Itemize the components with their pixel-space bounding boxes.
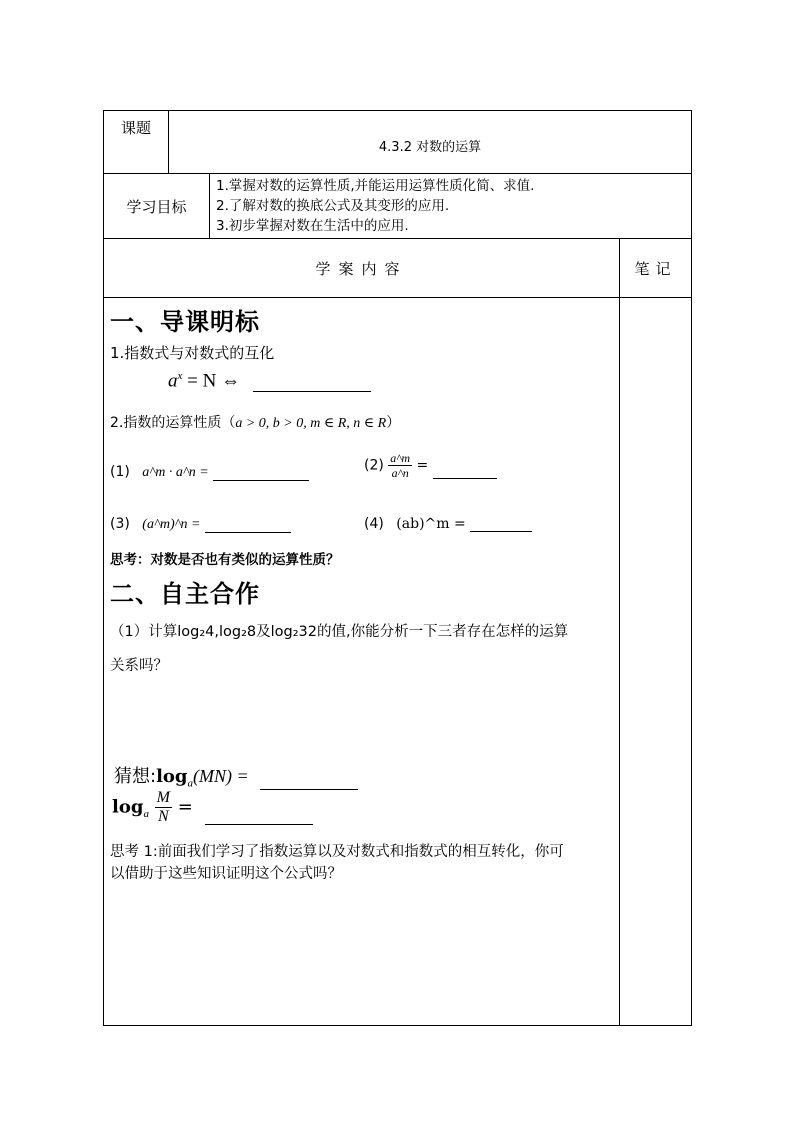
log-quotient-base: a [143,808,149,821]
item3-answer-blank[interactable] [205,518,291,533]
item3-expression: (a^m)^n = [142,517,201,532]
log-quotient-formula [112,790,313,825]
goals-label: 学习目标 [104,174,210,239]
property-item-3 [110,516,291,533]
guess-argument: (MN) = [193,766,249,786]
log-quotient-denominator: N [158,808,169,825]
think1-line2: 以借助于这些知识证明这个公式吗？ [110,866,342,882]
item4-answer-blank[interactable] [470,517,532,532]
guess-formula [114,762,358,790]
property-item-2 [364,452,497,479]
log-quotient-fraction [155,790,172,825]
item2-answer-blank[interactable] [433,464,497,479]
goals-list [210,174,692,239]
notes-header: 笔记 [620,239,692,298]
item4-expression: (ab)^m = [396,516,466,532]
think1-line1: 思考 1:前面我们学习了指数运算以及对数式和指数式的相互转化，你可 [110,844,564,860]
content-header: 学案内容 [104,239,620,298]
content-header-row [104,239,692,298]
item3-number: (3) [110,516,130,532]
guess-base: a [187,777,194,790]
calc-question-line2: 关系吗？ [110,658,168,674]
expr-base: a [168,370,178,392]
guess-answer-blank[interactable] [260,775,358,790]
topic-row [104,111,692,174]
log-quotient-equals: = [177,796,193,818]
goal-item-1: 1.掌握对数的运算性质,并能运用运算性质化简、求值. [216,178,535,194]
q2-condition: a > 0, b > 0, m ∈ R, n ∈ R [235,416,387,431]
log-quotient-answer-blank[interactable] [205,810,313,825]
section1-title: 一、导课明标 [110,308,260,336]
lesson-plan-table [103,110,692,1026]
goal-item-2: 2.了解对数的换底公式及其变形的应用. [216,198,450,214]
think-question: 思考：对数是否也有类似的运算性质？ [110,552,340,568]
log-quotient-numerator: M [156,789,170,806]
q1-expression [168,370,371,392]
q1-answer-blank[interactable] [253,377,371,392]
expr-exponent: x [177,370,183,382]
item2-equals: = [416,457,429,474]
q2-suffix: ） [386,415,401,431]
item1-expression: a^m · a^n = [142,465,209,480]
property-item-4 [364,516,532,532]
calc-question-line1: （1）计算log₂4,log₂8及log₂32的值,你能分析一下三者存在怎样的运算 [110,624,569,640]
log-quotient-log: log [112,796,144,818]
property-item-1 [110,464,309,481]
q2-text [110,412,400,432]
item2-denominator: a^n [391,466,409,480]
topic-value: 4.3.2 对数的运算 [169,111,692,174]
item2-numerator: a^m [390,451,411,465]
section2-title: 二、自主合作 [110,580,260,608]
item2-number: (2) [364,457,384,474]
topic-label: 课题 [104,111,169,174]
item2-fraction [388,452,412,479]
goal-item-3: 3.初步掌握对数在生活中的应用. [216,218,409,234]
goals-row [104,174,692,239]
q1-text: 1.指数式与对数式的互化 [110,344,275,362]
item1-number: (1) [110,464,130,480]
guess-label: 猜想: [114,766,157,787]
expr-rest: = N ⇔ [187,370,241,392]
q2-prefix: 2.指数的运算性质（ [110,415,236,431]
item4-number: (4) [364,516,384,532]
item1-answer-blank[interactable] [213,466,309,481]
guess-log: log [156,766,188,787]
content-body-row [104,298,692,1026]
content-body [104,298,620,1026]
notes-column[interactable] [620,298,692,1026]
